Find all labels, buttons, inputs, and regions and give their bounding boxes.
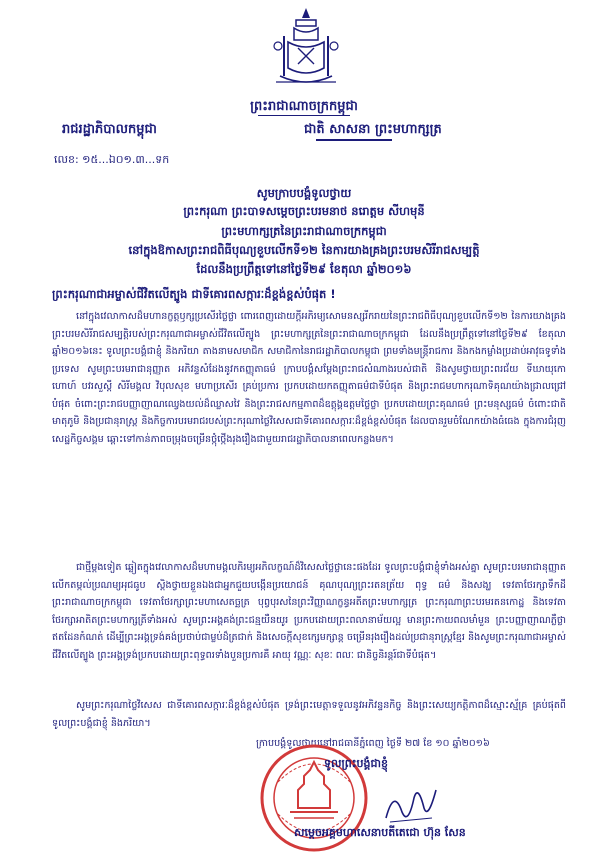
letter-title-line-3: ព្រះមហាក្សត្រនៃព្រះរាជាណាចក្រកម្ពុជា bbox=[221, 224, 387, 238]
signer-title: ទូលព្រះបង្គំជាខ្ញុំ bbox=[324, 757, 388, 770]
letter-title-line-2: ព្រះករុណា ព្រះបាទសម្តេចព្រះបរមនាថ នរោត្តម សីហមុនី bbox=[183, 204, 425, 218]
letter-title-line-4: នៅក្នុងឱកាសព្រះរាជពិធីបុណ្យខួបលើកទី១២ នៃការយាងគ្រងព្រះបរមសិរីរាជសម្បត្តិ bbox=[128, 243, 480, 257]
letter-title-line-5: ដែលនឹងប្រព្រឹត្តទៅនៅថ្ងៃទី២៩ ខែតុលា ឆ្នាំ២០១៦ bbox=[196, 262, 412, 276]
letter-title-line-1: សូមក្រាបបង្គំទូលថ្វាយ bbox=[256, 186, 352, 200]
signer-name: សម្តេចអគ្គមហាសេនាបតីតេជោ ហ៊ុន សែន bbox=[294, 826, 466, 839]
motto-underline bbox=[316, 139, 392, 141]
kingdom-underline bbox=[258, 115, 350, 116]
body-paragraph-3: សូមព្រះករុណាថ្លៃវិសេស ជាទីគោរពសក្ការៈដ៏ខ្ពង់ខ្ពស់បំផុត ទ្រង់ព្រះមេត្តាទទួលនូវអភិវន្ទនកិច្ច និងព្រះសេយ្យកតិ្តភាពដ៏ស្មោះស្ម័គ្រ គ្រប់ផុតពីទូលព្រះបង្គំជាខ្ញុំ និងភរិយា។ bbox=[52, 700, 566, 729]
salutation: ព្រះករុណាជាអម្ចាស់ជីវិតលើត្បូង ជាទីគោរពសក្ការៈដ៏ខ្ពង់ខ្ពស់បំផុត ! bbox=[52, 287, 336, 301]
handwritten-signature bbox=[380, 778, 440, 828]
national-motto: ជាតិ សាសនា ព្រះមហាក្សត្រ bbox=[304, 122, 442, 137]
reference-number: លេខ: ១៥...ឯ០១.៣...ទក bbox=[54, 153, 170, 166]
body-paragraph-2: ជាថ្មីម្តងទៀត ឆ្លៀតក្នុងវេលាកាសដ៏មហាមង្គលភិរម្យអភិលក្ខណ៍ដ៏វិសេសថ្លៃថ្លានេះផងដែរ ទូលព្រះបង្គំជាខ្ញុំទាំងអស់គ្នា សូមព្រះបរមរាជានុញ្ញាត លើកតម្កល់ប្រណម្យអុជធូប ស្តិងថ្វាយខ្លួនឯងជាអ្នកជួយបង្កើនប្រយោជន៍ គុណបុណ្យព្រះរតនត្រ័យ ពុទ្ធ ធម៌ និងសង្ឃ ទេវតាថែរក្សាទឹកដីព្រះរាជាណាចក្រកម្ពុជា ទេវតាថែរក្សាព្រះមហាសេតច្ឆត្រ បុព្វបុរសនៃព្រះវិញ្ញាណក្ខន្ធអតីតព្រះមហាក្សត្រ ព្រះករុណាព្រះបរមរតនកោដ្ឋ និងទេវតាថែរក្សាអាតិតព្រះមហាក្សត្រីទាំងអស់ សូមព្រះអង្គគង់ព្រះជន្មយឺនយូរ ប្រកបដោយព្រះពលានាម័យល្អ មានព្រះកាយពលមាំមួន ព្រះបញ្ញាញាណភ្លឺថ្លាឥតដែនកំណត់ ដើម្បីព្រះអង្គទ្រង់គង់ប្រថាប់ជាម្លប់ដ៏ត្រជាក់ និងសេចក្តីសុខក្សេមក្សាន្ត ចម្រើនរុងរឿងដល់ប្រជានុរាស្ត្រខ្មែរ និងសូមព្រះករុណាជាអម្ចាស់ជីវិតលើត្បូង ព្រះអង្គទ្រង់ប្រកបដោយព្រះពុទ្ធពរទាំងបួនប្រការគឺ អាយុ វណ្ណៈ សុខៈ ពលៈ ជានិច្ចនិរន្តរ៍ជាទីបំផុត។ bbox=[52, 562, 566, 661]
date-line: ក្រាបបង្គំទូលថ្វាយនៅរាជធានីភ្នំពេញ ថ្ងៃទី ២៧ ខែ ១០ ឆ្នាំ២០១៦ bbox=[256, 738, 490, 749]
kingdom-title: ព្រះរាជាណាចក្រកម្ពុជា bbox=[250, 99, 358, 114]
government-name: រាជរដ្ឋាភិបាលកម្ពុជា bbox=[62, 122, 157, 137]
body-paragraph-1: នៅក្នុងវេលាកាសដ៏មហានក្ខត្តឫក្សប្រសើរថ្លៃថ្លា ពោរពេញដោយក្តីអភិរម្យសោមនស្សរីករាយនៃព្រះរាជពិធីបុណ្យខួបលើកទី១២ នៃការយាងគ្រងព្រះបរមសិរីរាជសម្បត្តិរបស់ព្រះករុណាជាអម្ចាស់ជីវិតលើត្បូង ព្រះមហាក្សត្រនៃព្រះរាជាណាចក្រកម្ពុជា ដែលនឹងប្រព្រឹត្តទៅនៅថ្ងៃទី២៩ ខែតុលា ឆ្នាំ២០១៦នេះ ទូលព្រះបង្គំជាខ្ញុំ និងភរិយា តាងនាមសមាជិក សមាជិកានៃរាជរដ្ឋាភិបាលកម្ពុជា ព្រមទាំងមន្ត្រីរាជការ និងកងកម្លាំងប្រដាប់អាវុធទូទាំងប្រទេស សូមព្រះបរមរាជានុញ្ញាត អភិវន្ទសំដែងនូវកតញ្ញុតាធម៌ ក្រាបបង្គំសម្តែងព្រះរាជសំណាងរបស់ជាតិ និងសូមថ្វាយព្រះពរជ័យ ទីឃាយុកោ ហោហ៍ បវរសួស្តី សិរីមង្គល វិបុលសុខ មហាប្រសើរ គ្រប់ប្រការ ប្រកបដោយកតញ្ញុតាធម៌ជាទីបំផុត និងព្រះរាជមហាករុណាទិគុណយ៉ាងជ្រាលជ្រៅបំផុត ចំពោះព្រះរាជបញ្ញាញាណឈ្វេងយល់ដ៏ឈ្លាសវៃ និងព្រះរាជសកម្មភាពដ៏ឧត្តុង្គឧត្តមថ្លៃថ្លា ប្រកបដោយព្រះគុណធម៌ ព្រះមនុស្សធម៌ ចំពោះជាតិមាតុភូមិ និងប្រជានុរាស្ត្រ និងកិច្ចការបរមរាជរបស់ព្រះករុណាថ្លៃវិសេសជាទីគោរពសក្ការៈដ៏ខ្ពង់ខ្ពស់បំផុត ដែលបានរួមចំណែកយ៉ាងធំធេង ក្នុងការជំរុញសេដ្ឋកិច្ចសង្គម ឆ្ពោះទៅកាន់ភាពចម្រុងចម្រើនថ្កុំថ្កើងរុងរឿងជាមួយរាជរដ្ឋាភិបាលនាពេលកន្លងមក។ bbox=[52, 311, 566, 445]
royal-coat-of-arms-icon bbox=[270, 6, 342, 92]
